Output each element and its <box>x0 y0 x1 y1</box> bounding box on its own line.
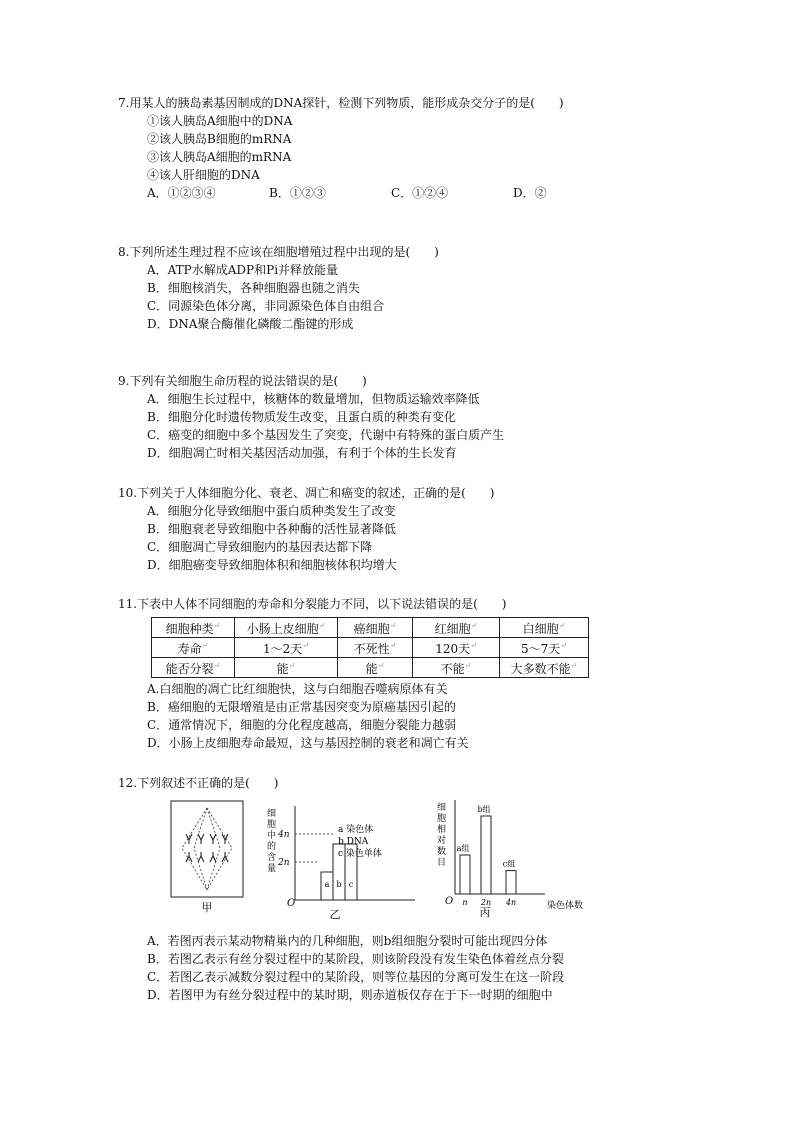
table-row <box>152 638 589 658</box>
bar-label: b <box>336 880 342 889</box>
origin-label: O <box>287 898 296 909</box>
group-label: a组 <box>456 844 470 853</box>
x-tick-label: n <box>462 898 468 907</box>
question-stem: 10.下列关于人体细胞分化、衰老、凋亡和癌变的叙述，正确的是( ) <box>118 486 495 500</box>
figure-jia <box>170 800 246 915</box>
question-10 <box>118 484 738 574</box>
option-a[interactable]: A．细胞分化导致细胞中蛋白质种类发生了改变 <box>147 504 396 518</box>
x-tick-label: 4n <box>505 898 517 907</box>
option-d[interactable]: D．若图甲为有丝分裂过程中的某时期，则赤道板仅存在于下一时期的细胞中 <box>147 988 553 1002</box>
question-stem: 12.下列叙述不正确的是( ) <box>118 776 279 790</box>
cell-lifespan-table <box>151 617 589 678</box>
choice-a[interactable]: A．①②③④ <box>147 186 216 200</box>
bar-2n <box>481 816 491 894</box>
option-a[interactable]: A．细胞生长过程中，核糖体的数量增加，但物质运输效率降低 <box>147 392 480 406</box>
table-row <box>152 658 589 678</box>
option-b[interactable]: B．癌细胞的无限增殖是由正常基因突变为原癌基因引起的 <box>147 700 456 714</box>
option-b[interactable]: B．细胞分化时遗传物质发生改变，且蛋白质的种类有变化 <box>147 410 456 424</box>
option-c[interactable]: C．通常情况下，细胞的分化程度越高，细胞分裂能力越弱 <box>147 718 457 732</box>
legend-entry: a 染色体 <box>338 825 374 835</box>
y-tick-label: 4n <box>278 830 290 840</box>
figure-caption: 丙 <box>479 906 491 919</box>
table-cell: 癌细胞↵ <box>338 618 413 638</box>
bar-label: a <box>324 880 330 889</box>
table-cell: 5～7天↵ <box>500 638 589 658</box>
table-cell: 1～2天↵ <box>235 638 338 658</box>
option-d[interactable]: D．小肠上皮细胞寿命最短，这与基因控制的衰老和凋亡有关 <box>147 736 469 750</box>
choice-c[interactable]: C．①②④ <box>391 186 449 200</box>
table-cell: 细胞种类↵ <box>152 618 235 638</box>
y-tick-label: 2n <box>278 858 290 868</box>
option-a[interactable]: A．ATP水解成ADP和Pi并释放能量 <box>147 263 339 277</box>
option-c[interactable]: C．癌变的细胞中多个基因发生了突变，代谢中有特殊的蛋白质产生 <box>147 428 505 442</box>
table-cell: 小肠上皮细胞↵ <box>235 618 338 638</box>
table-cell: 不能↵ <box>413 658 500 678</box>
x-tick-label: 2n <box>480 898 492 907</box>
choice-b[interactable]: B．①②③ <box>269 186 326 200</box>
legend-entry: c 染色单体 <box>338 849 382 859</box>
table-cell: 不死性↵ <box>338 638 413 658</box>
question-8 <box>118 243 738 333</box>
option-d[interactable]: D．细胞癌变导致细胞体积和细胞核体积均增大 <box>147 558 397 572</box>
option-a[interactable]: A.白细胞的凋亡比红细胞快，这与白细胞吞噬病原体有关 <box>147 682 448 696</box>
y-axis-label: 细胞中的含量 <box>267 809 277 874</box>
option-b[interactable]: B．细胞核消失，各种细胞器也随之消失 <box>147 281 360 295</box>
question-12-options <box>118 932 738 1004</box>
figure-caption: 乙 <box>329 908 341 921</box>
question-9 <box>118 372 738 462</box>
table-cell: 120天↵ <box>413 638 500 658</box>
table-row <box>152 618 589 638</box>
option-c[interactable]: C．若图乙表示减数分裂过程中的某阶段，则等位基因的分离可发生在这一阶段 <box>147 970 565 984</box>
x-axis-label: 染色体数 <box>547 901 584 911</box>
table-cell: 大多数不能↵ <box>500 658 589 678</box>
cell-boundary <box>171 801 243 897</box>
spindle-fibers <box>182 808 232 890</box>
table-cell: 能↵ <box>338 658 413 678</box>
bar-label: c <box>348 880 354 889</box>
statement: ④该人肝细胞的DNA <box>147 168 260 182</box>
option-d[interactable]: D．细胞凋亡时相关基因活动加强，有利于个体的生长发育 <box>147 446 457 460</box>
bar-4n <box>506 871 516 894</box>
question-stem: 9.下列有关细胞生命历程的说法错误的是( ) <box>118 374 367 388</box>
option-b[interactable]: B．若图乙表示有丝分裂过程中的某阶段，则该阶段没有发生染色体着丝点分裂 <box>147 952 564 966</box>
group-label: c组 <box>502 859 516 869</box>
table-cell: 白细胞↵ <box>500 618 589 638</box>
option-d[interactable]: D．DNA聚合酶催化磷酸二酯键的形成 <box>147 317 354 331</box>
group-label: b组 <box>477 805 491 814</box>
option-b[interactable]: B．细胞衰老导致细胞中各种酶的活性显著降低 <box>147 522 396 536</box>
question-stem: 7.用某人的胰岛素基因制成的DNA探针，检测下列物质，能形成杂交分子的是( ) <box>118 96 564 110</box>
option-a[interactable]: A．若图丙表示某动物精巢内的几种细胞，则b组细胞分裂时可能出现四分体 <box>147 934 548 948</box>
question-7 <box>118 94 738 202</box>
y-axis-label: 细胞相对数目 <box>437 803 447 868</box>
option-c[interactable]: C．同源染色体分离，非同源染色体自由组合 <box>147 299 385 313</box>
statement: ②该人胰岛B细胞的mRNA <box>147 132 292 146</box>
statement: ③该人胰岛A细胞的mRNA <box>147 150 292 164</box>
question-stem: 11.下表中人体不同细胞的寿命和分裂能力不同，以下说法错误的是( ) <box>118 597 507 611</box>
question-11-options <box>118 680 738 752</box>
legend-entry: b DNA <box>338 837 369 847</box>
chromosomes <box>186 834 228 862</box>
statement: ①该人胰岛A细胞中的DNA <box>147 114 293 128</box>
option-c[interactable]: C．细胞凋亡导致细胞内的基因表达都下降 <box>147 540 373 554</box>
bar-n <box>460 855 470 894</box>
figure-caption: 甲 <box>201 901 213 914</box>
table-cell: 能否分裂↵ <box>152 658 235 678</box>
table-cell: 能↵ <box>235 658 338 678</box>
table-cell: 红细胞↵ <box>413 618 500 638</box>
question-stem: 8.下列所述生理过程不应该在细胞增殖过程中出现的是( ) <box>118 245 439 259</box>
figure-bing <box>435 800 585 924</box>
origin-label: O <box>445 896 454 907</box>
choice-d[interactable]: D．② <box>513 186 547 200</box>
question-12 <box>118 774 738 792</box>
answer-choices <box>118 184 738 202</box>
question-11 <box>118 595 738 613</box>
table-cell: 寿命↵ <box>152 638 235 658</box>
figure-yi <box>265 806 425 924</box>
